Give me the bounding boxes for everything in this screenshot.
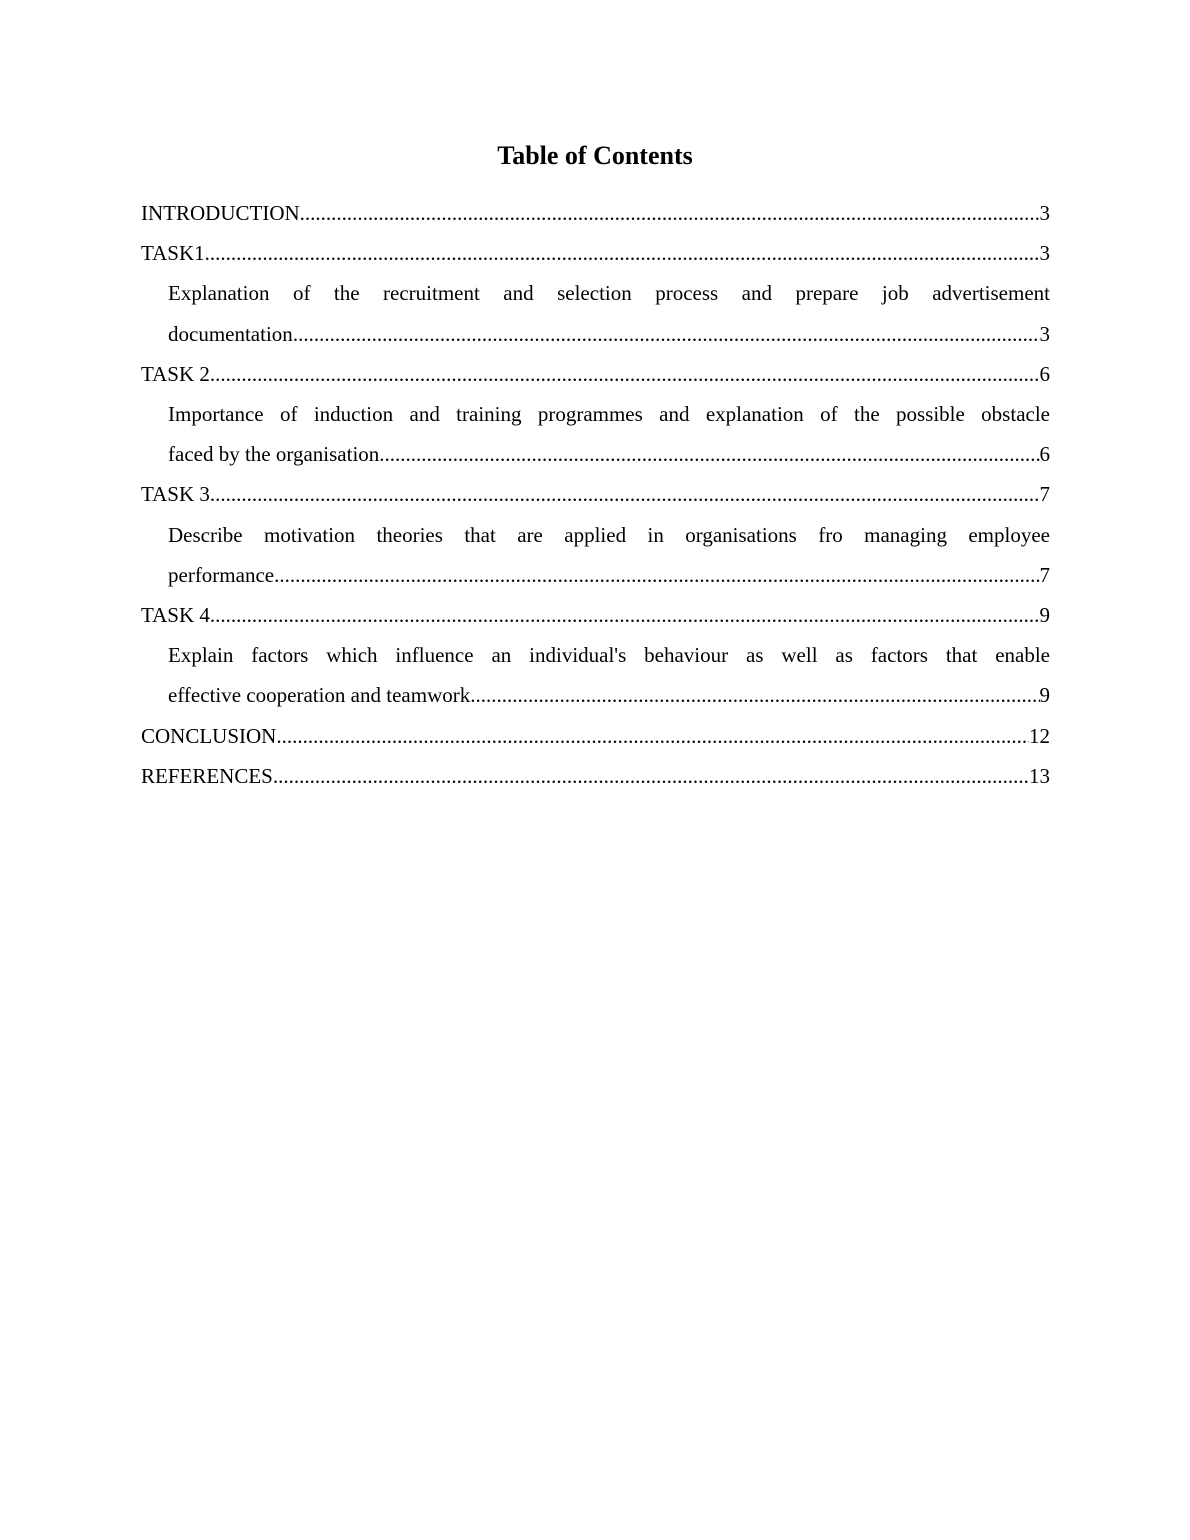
toc-page-number: 3	[1039, 201, 1050, 225]
toc-entry-text: faced by the organisation	[168, 442, 380, 467]
toc-entry-text: REFERENCES	[141, 763, 273, 788]
toc-page-number: 9	[1039, 602, 1050, 627]
toc-page-number: 6	[1039, 442, 1050, 467]
toc-entry-line1: Explanation of the recruitment and selection process and prepare job advertisement	[168, 281, 1050, 306]
toc-entry-induction-training[interactable]	[168, 394, 1050, 474]
toc-dot-leader	[273, 756, 1029, 796]
toc-dot-leader	[276, 716, 1029, 756]
toc-title: Table of Contents	[497, 141, 693, 170]
toc-dot-leader	[379, 434, 1039, 474]
toc-page-number: 7	[1039, 482, 1050, 507]
toc-entry-line1: Importance of induction and training programmes and explanation of the possible obstacle	[168, 401, 1050, 426]
toc-entry-text: TASK 3	[141, 482, 210, 507]
toc-entry-text: INTRODUCTION	[141, 201, 300, 225]
toc-dot-leader	[274, 555, 1039, 595]
toc-dot-leader	[470, 675, 1039, 715]
toc-entry-references[interactable]	[141, 756, 1050, 796]
toc-page-number: 3	[1039, 241, 1050, 266]
toc-entry-line1: Explain factors which influence an individual's behaviour as well as factors that enable	[168, 643, 1050, 668]
toc-entry-recruitment-selection[interactable]	[168, 273, 1050, 353]
toc-dot-leader	[210, 595, 1040, 635]
toc-page-number: 13	[1029, 763, 1050, 788]
toc-page-number: 3	[1039, 321, 1050, 346]
toc-entry-text: CONCLUSION	[141, 723, 277, 748]
toc-entry-task4[interactable]	[141, 595, 1050, 635]
toc-entry-conclusion[interactable]	[141, 716, 1050, 756]
toc-entry-text: effective cooperation and teamwork	[168, 683, 471, 708]
toc-entry-task1[interactable]	[141, 233, 1050, 273]
toc-entry-text: performance	[168, 562, 275, 587]
toc-entry-text: documentation	[168, 321, 293, 346]
toc-entry-text: TASK1	[141, 241, 205, 266]
toc-page-number: 12	[1029, 723, 1050, 748]
toc-entry-motivation-theories[interactable]	[168, 515, 1050, 595]
toc-dot-leader	[300, 193, 1040, 233]
toc-entry-task2[interactable]	[141, 354, 1050, 394]
toc-entry-line1: Describe motivation theories that are applied in organisations fro managing employee	[168, 522, 1050, 547]
toc-dot-leader	[210, 474, 1040, 514]
toc-dot-leader	[293, 314, 1040, 354]
toc-entry-text: TASK 2	[141, 361, 210, 386]
toc-dot-leader	[205, 233, 1040, 273]
toc-dot-leader	[210, 354, 1040, 394]
toc-page-number: 6	[1039, 361, 1050, 386]
toc-entry-text: TASK 4	[141, 602, 210, 627]
toc-entry-behaviour-teamwork[interactable]	[168, 635, 1050, 715]
toc-entry-introduction[interactable]	[141, 193, 1050, 233]
toc-entry-task3[interactable]	[141, 474, 1050, 514]
table-of-contents	[141, 193, 1050, 796]
toc-page-number: 9	[1039, 683, 1050, 708]
toc-page-number: 7	[1039, 562, 1050, 587]
